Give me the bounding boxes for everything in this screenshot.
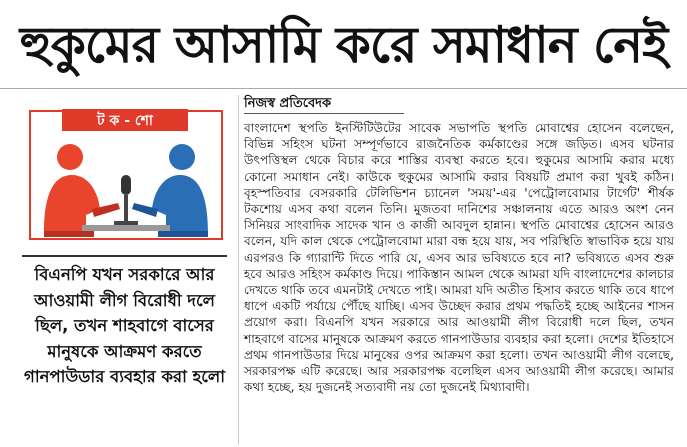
talkshow-illustration: [22, 105, 227, 250]
byline: নিজস্ব প্রতিবেদক: [244, 96, 332, 111]
byline-rule: [244, 113, 404, 114]
pullquote-rule: [22, 255, 227, 257]
headline: হুকুমের আসামি করে সমাধান নেই: [0, 10, 687, 89]
table: [82, 225, 170, 231]
talkshow-graphic: [22, 105, 227, 250]
column-divider: [238, 95, 239, 445]
pullquote: বিএনপি যখন সরকারে আর আওয়ামী লীগ বিরোধী দলে ছিল, তখন শাহবাগে বাসের মানুষকে আক্রমণ করতে গানপাউডার ব্যবহার করা হলো: [24, 265, 225, 386]
tag-label: ট ক - শো: [97, 113, 153, 129]
article-body: বাংলাদেশ স্থপতি ইনস্টিটিউটের সাবেক সভাপতি স্থপতি মোবাশ্বের হোসেন বলেছেন, বিভিন্ন সহিংস ঘটনা সম্পূর্ণভাবে রাজনৈতিক কর্মকাণ্ডের সঙ্গে জড়িত। এসব ঘটনার উৎপত্তিস্থল থেকে বিচার করে শাস্তির ব্যবস্থা করতে হবে। হুকুমের আসামি করার মধ্যে কোনো সমাধান নেই। কাউকে হুকুমের আসামি করার বিষয়টি প্রমাণ করা খুবই কঠিন। বৃহস্পতিবার বেসরকারি টেলিভিশন চ্যানেল 'সময়'-এর 'পেট্রোলবোমার টার্গেট' শীর্ষক টকশোয় এসব কথা বলেন তিনি। মুজতবা দানিশের সঞ্চালনায় এতে আরও অংশ নেন সিনিয়র সাংবাদিক সাদেক খান ও কাজী আবদুল হান্নান। স্থপতি মোবাশ্বের হোসেন আরও বলেন, যদি কাল থেকে পেট্রোলবোমা মারা বন্ধ হয়ে যায়, সব পরিস্থিতি স্বাভাবিক হয়ে যায় এরপরও কি গ্যারান্টি দিতে পারি যে, এসব আর ভবিষ্যতে হবে না? ভবিষ্যতে এসব শুরু হবে আরও সহিংস কর্মকাণ্ড দিয়ে। পাকিস্তান আমল থেকে আমরা যদি বাংলাদেশের কালচার দেখতে থাকি তবে এমনটাই দেখতে পাই। আমরা যদি অতীত হিসাব করতে থাকি তবে ধাপে ধাপে একটি পর্যায়ে পৌঁছে যাচ্ছি। এসব উচ্ছেদ করার প্রথম পদ্ধতিই হচ্ছে আইনের শাসন প্রয়োগ করা। বিএনপি যখন সরকারে আর আওয়ামী লীগ বিরোধী দলে ছিল, তখন শাহবাগে বাসের মানুষকে আক্রমণ করতে গানপাউডার ব্যবহার করা হলো। দেশের ইতিহাসে প্রথম গানপাউডার দিয়ে মানুষের ওপর আক্রমণ করা হলো। তখন আওয়ামী লীগ বলেছে, সরকারপক্ষ এটি করেছে। আর সরকারপক্ষ বলেছিল এসব আওয়ামী লীগ করেছে। আমার কথা হচ্ছে, হয় দুজনেই সত্যবাদী নয় তো দুজনেই মিথ্যাবাদী।: [244, 121, 675, 395]
